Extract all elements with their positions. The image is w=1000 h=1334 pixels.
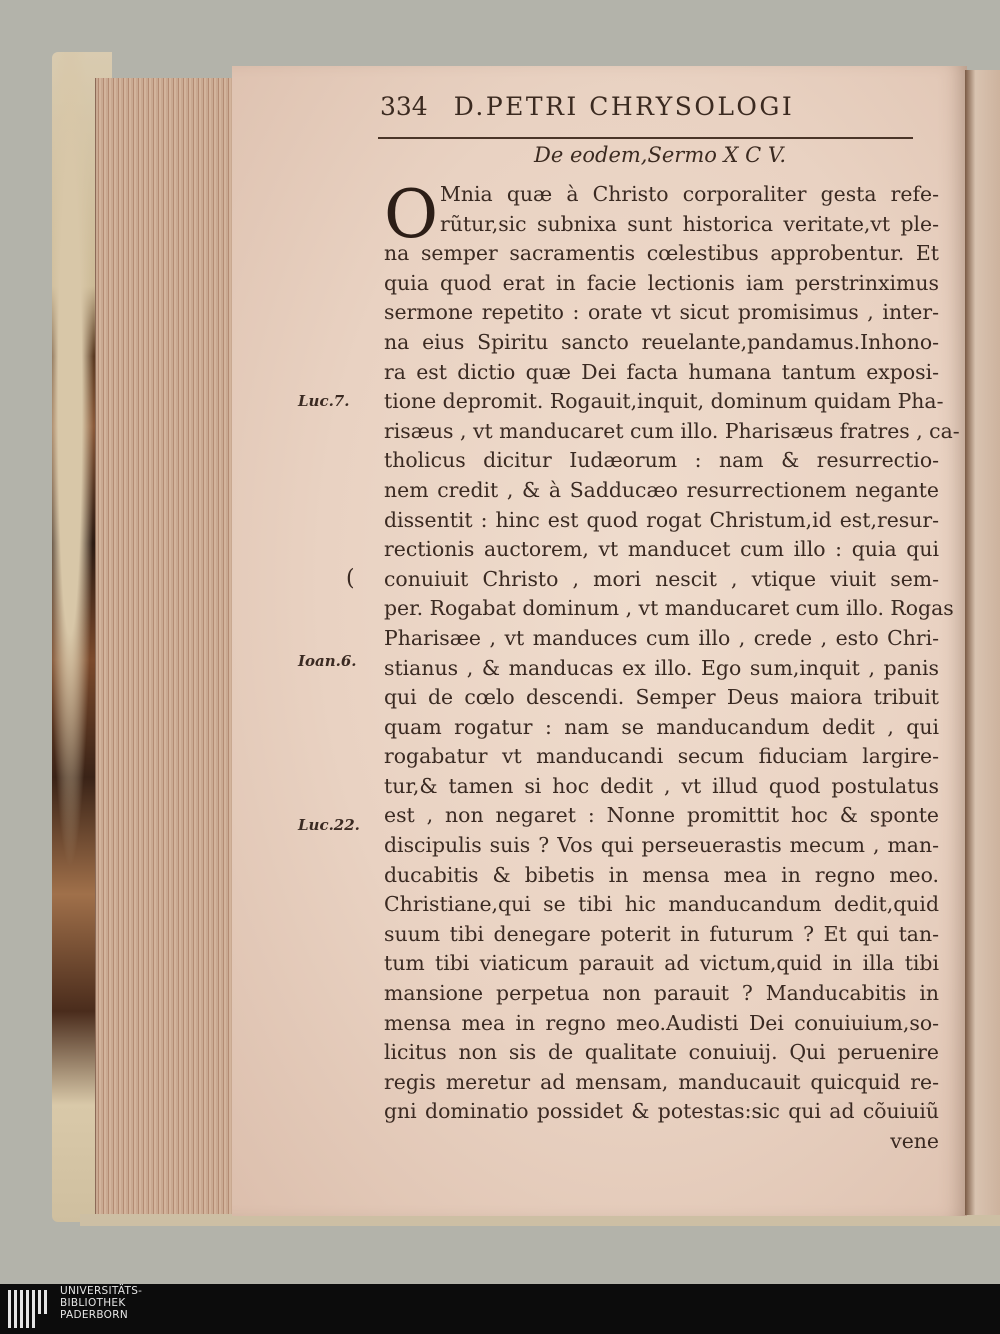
text-line: conuiuit Christo , mori nescit , vtique viuit sem- (384, 566, 939, 591)
text-line: rũtur,sic subnixa sunt historica veritate,vt ple- (440, 211, 939, 236)
page-number: 334 (380, 92, 428, 121)
text-line: gni dominatio possidet & potestas:sic qui ad cõuiuiũ (384, 1099, 939, 1124)
page-block-edge (95, 78, 236, 1214)
gutter-next-page (965, 70, 1000, 1215)
text-line: quia quod erat in facie lectionis iam perstrinximus (384, 270, 939, 295)
text-line: tholicus dicitur Iudæorum : nam & resurrectio- (384, 448, 939, 473)
library-logo-text (60, 1285, 142, 1321)
sermon-title: De eodem,Sermo X C V. (534, 143, 787, 167)
margin-note: Luc.7. (298, 392, 350, 410)
text-line: suum tibi denegare poterit in futurum ? Et qui tan- (384, 921, 939, 946)
text-line: per. Rogabat dominum , vt manducaret cum illo. Rogas (384, 596, 954, 621)
text-line: Christiane,qui se tibi hic manducandum dedit,quid (384, 892, 939, 917)
text-line: qui de cœlo descendi. Semper Deus maiora tribuit (384, 685, 939, 710)
library-logo-icon (8, 1290, 48, 1330)
margin-note: Ioan.6. (298, 652, 357, 670)
text-line: rogabatur vt manducandi secum fiduciam largire- (384, 744, 939, 769)
footer-bar (0, 1284, 1000, 1334)
text-line: na semper sacramentis cœlestibus approbentur. Et (384, 241, 939, 266)
logo-line: PADERBORN (60, 1309, 128, 1321)
text-line: dissentit : hinc est quod rogat Christum,id est,resur- (384, 507, 939, 532)
text-line: est , non negaret : Nonne promittit hoc & sponte (384, 803, 939, 828)
text-line: ra est dictio quæ Dei facta humana tantum exposi- (384, 359, 939, 384)
text-line: nem credit , & à Sadducæo resurrectionem negante (384, 477, 939, 502)
text-line: mansione perpetua non parauit ? Manducabitis in (384, 981, 939, 1006)
text-line: rectionis auctorem, vt manducet cum illo : quia qui (384, 537, 939, 562)
text-line: discipulis suis ? Vos qui perseuerastis mecum , man- (384, 833, 939, 858)
logo-line: UNIVERSITÄTS- (60, 1285, 143, 1297)
text-line: Mnia quæ à Christo corporaliter gesta refe- (440, 182, 939, 206)
pen-mark: ( (346, 566, 355, 591)
margin-note: Luc.22. (298, 816, 360, 834)
text-line: na eius Spiritu sancto reuelante,pandamus.Inhono- (384, 329, 939, 354)
drop-initial: O (384, 176, 439, 253)
text-line: ducabitis & bibetis in mensa mea in regno meo. (384, 862, 939, 887)
text-line: regis meretur ad mensam, manducauit quicquid re- (384, 1069, 939, 1094)
text-line: Pharisæe , vt manduces cum illo , crede , esto Chri- (384, 625, 939, 650)
logo-line: BIBLIOTHEK (60, 1297, 126, 1309)
text-line: risæus , vt manducaret cum illo. Pharisæus fratres , ca- (384, 418, 960, 443)
text-line: tione depromit. Rogauit,inquit, dominum quidam Pha- (384, 389, 944, 414)
text-line: tum tibi viaticum parauit ad victum,quid in illa tibi (384, 951, 939, 976)
body-text (384, 176, 960, 1157)
text-line: licitus non sis de qualitate conuiuij. Qui peruenire (384, 1040, 939, 1065)
text-line: tur,& tamen si hoc dedit , vt illud quod postulatus (384, 773, 939, 798)
text-line: quam rogatur : nam se manducandum dedit , qui (384, 714, 939, 739)
text-line: stianus , & manducas ex illo. Ego sum,inquit , panis (384, 655, 939, 680)
text-line: mensa mea in regno meo.Audisti Dei conuiuium,so- (384, 1010, 939, 1035)
text-line: sermone repetito : orate vt sicut promisimus , inter- (384, 300, 939, 325)
running-head (380, 92, 910, 121)
header-rule (378, 137, 913, 139)
running-title: D.PETRI CHRYSOLOGI (453, 92, 795, 121)
catchword: vene (890, 1129, 939, 1153)
